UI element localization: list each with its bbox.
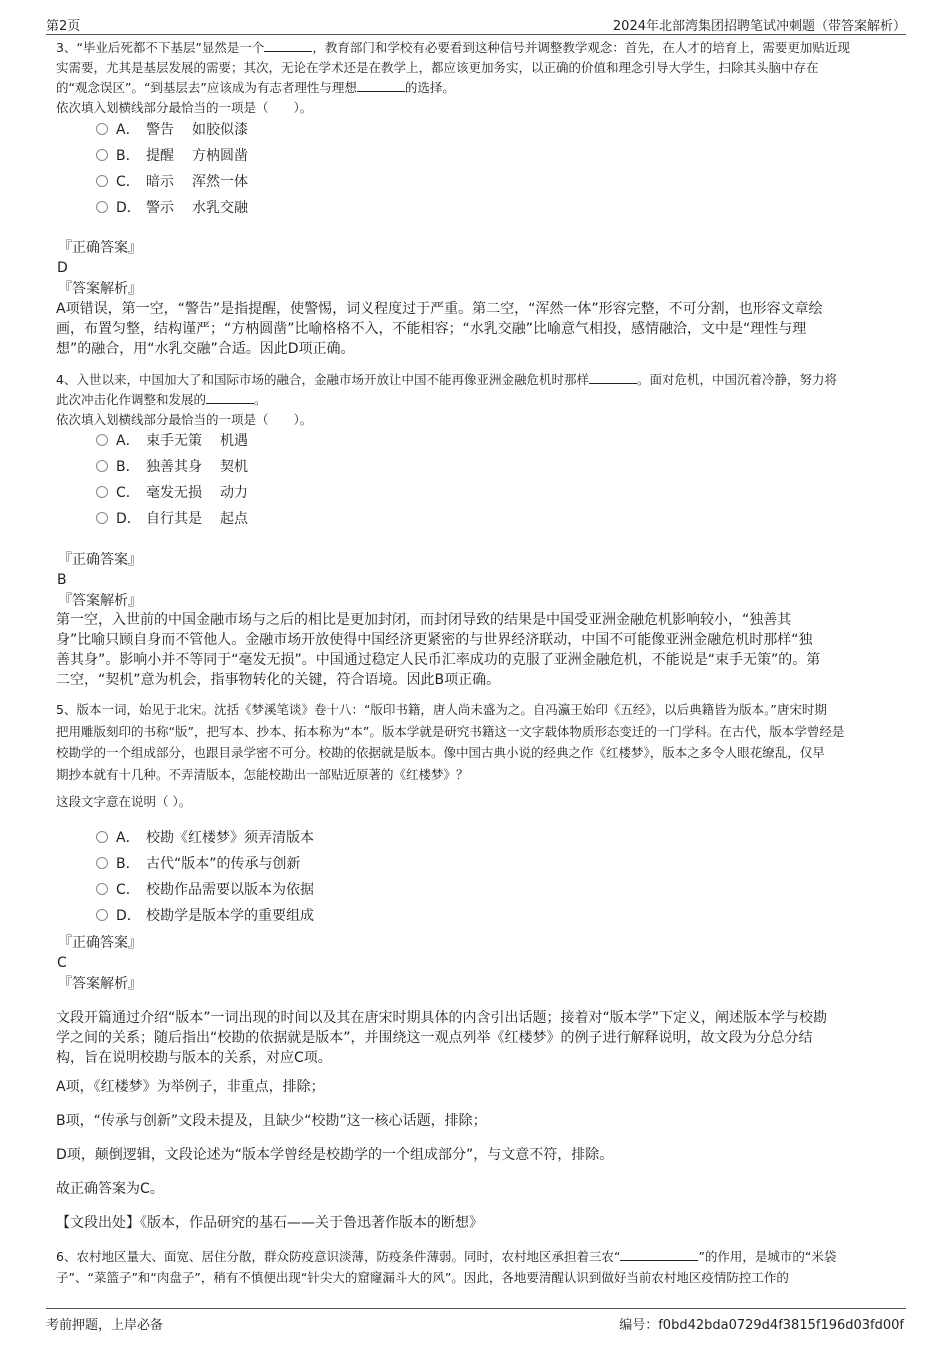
- correct-answer-label: 『正确答案』: [58, 240, 142, 256]
- q3-answer: D: [57, 260, 68, 276]
- analysis-label: 『答案解析』: [58, 281, 142, 297]
- radio-button[interactable]: [96, 512, 108, 524]
- q5-option-c[interactable]: C． 校勘作品需要以版本为依据: [96, 879, 314, 901]
- stem-line: 的“观念误区”。“到基层去”应该成为有志者理性与理想 的选择。: [56, 80, 455, 95]
- blank-line: [620, 1248, 698, 1261]
- blank-line: [206, 391, 254, 404]
- fill-prompt: 依次填入划横线部分最恰当的一项是（ ）。: [56, 100, 313, 115]
- blank-line: [264, 39, 312, 52]
- radio-button[interactable]: [96, 175, 108, 187]
- footer-slogan: 考前押题，上岸必备: [46, 1318, 164, 1333]
- radio-button[interactable]: [96, 883, 108, 895]
- q5-option-b[interactable]: B． 古代“版本”的传承与创新: [96, 853, 301, 875]
- radio-button[interactable]: [96, 486, 108, 498]
- radio-button[interactable]: [96, 123, 108, 135]
- page-number: 第2页: [46, 19, 81, 34]
- q5-answer: C: [57, 955, 67, 971]
- q5-analysis: 文段开篇通过介绍“版本”一词出现的时间以及其在唐宋时期具体的内含引出话题；接着对“版本学”下定义，阐述版本学与校勘 学之间的关系；随后指出“校勘的依据就是版本”，并围绕这一观点列举《红楼梦》的例子进行解释说明，故文段为分总分结 构，旨在说明校勘与版本的关系，对应C项。: [56, 1010, 828, 1066]
- q5-option-d[interactable]: D． 校勘学是版本学的重要组成: [96, 905, 314, 927]
- q4-option-c[interactable]: C． 毫发无损 动力: [96, 482, 248, 504]
- analysis-label: 『答案解析』: [58, 593, 142, 609]
- q5-note-d: D项，颠倒逻辑，文段论述为“版本学曾经是校勘学的一个组成部分”，与文意不符，排除。: [56, 1147, 614, 1163]
- q3-option-a[interactable]: A． 警告 如胶似漆: [96, 119, 248, 141]
- analysis-label: 『答案解析』: [58, 976, 142, 992]
- q4-option-d[interactable]: D． 自行其是 起点: [96, 508, 248, 530]
- stem-line: 实需要，尤其是基层发展的需要；其次，无论在学术还是在教学上，都应该更加务实，以正确的价值和理念引导大学生，扫除其头脑中存在: [56, 60, 819, 75]
- q5-prompt: 这段文字意在说明（ ）。: [56, 794, 192, 809]
- q4-answer: B: [57, 572, 67, 588]
- radio-button[interactable]: [96, 201, 108, 213]
- document-title: 2024年北部湾集团招聘笔试冲刺题（带答案解析）: [612, 19, 906, 34]
- radio-button[interactable]: [96, 434, 108, 446]
- correct-answer-label: 『正确答案』: [58, 935, 142, 951]
- q3-option-b[interactable]: B． 提醒 方枘圆凿: [96, 145, 248, 167]
- blank-line: [357, 79, 405, 92]
- radio-button[interactable]: [96, 460, 108, 472]
- fill-prompt: 依次填入划横线部分最恰当的一项是（ ）。: [56, 412, 313, 427]
- correct-answer-label: 『正确答案』: [58, 552, 142, 568]
- question-3-stem: [56, 38, 896, 118]
- radio-button[interactable]: [96, 831, 108, 843]
- q3-analysis: A项错误，第一空，“警告”是指提醒，使警惕，词义程度过于严重。第二空，“浑然一体”形容完整，不可分割，也形容文章绘 画，布置匀整，结构谨严；“方枘圆凿”比喻格格不入，不能相容；“水乳交融”比喻意气相投，感情融洽，文中是“理性与理 想”的融合，用“水乳交融”合适。因此D项正确。: [56, 301, 823, 357]
- q5-source: 【文段出处】《版本，作品研究的基石——关于鲁迅著作版本的断想》: [56, 1215, 483, 1231]
- q5-note-a: A项，《红楼梦》为举例子，非重点，排除；: [56, 1079, 325, 1095]
- footer-divider: [46, 1308, 906, 1309]
- stem-line: 3、“毕业后死都不下基层”显然是一个 ，教育部门和学校有必要看到这种信号并调整教学观念：首先，在人才的培育上，需要更加贴近现: [56, 40, 850, 55]
- footer-serial: 编号：f0bd42bda0729d4f3815f196d03fd00f: [619, 1318, 904, 1333]
- question-5-stem: 5、版本一词，始见于北宋。沈括《梦溪笔谈》卷十八：“版印书籍，唐人尚未盛为之。自冯瀛王始印《五经》，以后典籍皆为版本。”唐宋时期 把用雕版刻印的书称“版”，把写本、抄本、拓本称为“本”。版本学就是研究书籍这一文字载体物质形态变迁的一门学科。在古代，版本学曾经是 校勘学的一个组成部分，也跟目录学密不可分。校勘的依据就是版本。像中国古典小说的经典之作《红楼梦》，版本之多令人眼花缭乱，仅早 期抄本就有十几种。不弄清版本，怎能校勘出一部贴近原著的《红楼梦》？: [56, 702, 845, 782]
- radio-button[interactable]: [96, 909, 108, 921]
- question-4-stem: 4、入世以来，中国加大了和国际市场的融合，金融市场开放让中国不能再像亚洲金融危机时那样 。面对危机，中国沉着冷静，努力将 此次冲击化作调整和发展的 。 依次填入划横线部分最恰当的一项是（ ）。: [56, 370, 896, 430]
- q5-option-a[interactable]: A． 校勘《红楼梦》须弄清版本: [96, 827, 314, 849]
- q4-option-b[interactable]: B． 独善其身 契机: [96, 456, 248, 478]
- radio-button[interactable]: [96, 857, 108, 869]
- q3-option-c[interactable]: C． 暗示 浑然一体: [96, 171, 248, 193]
- question-6-stem: 6、农村地区量大、面宽、居住分散，群众防疫意识淡薄，防疫条件薄弱。同时，农村地区承担着三农“ ”的作用，是城市的“米袋 子”、“菜篮子”和“肉盘子”，稍有不慎便出现“针尖大的窟窿漏斗大的风”。因此，各地要清醒认识到做好当前农村地区疫情防控工作的: [56, 1249, 837, 1285]
- q3-option-d[interactable]: D． 警示 水乳交融: [96, 197, 248, 219]
- q4-option-a[interactable]: A． 束手无策 机遇: [96, 430, 248, 452]
- radio-button[interactable]: [96, 149, 108, 161]
- q5-note-b: B项，“传承与创新”文段未提及，且缺少“校勘”这一核心话题，排除；: [56, 1113, 487, 1129]
- q4-analysis: 第一空，入世前的中国金融市场与之后的相比是更加封闭，而封闭导致的结果是中国受亚洲金融危机影响较小，“独善其 身”比喻只顾自身而不管他人。金融市场开放使得中国经济更紧密的与世界经济联动，中国不可能像亚洲金融危机时那样“独 善其身”。影响小并不等同于“毫发无损”。中国通过稳定人民币汇率成功的克服了亚洲金融危机，不能说是“束手无策”的。第 二空，“契机”意为机会，指事物转化的关键，符合语境。因此B项正确。: [56, 612, 821, 688]
- q5-conclusion: 故正确答案为C。: [56, 1181, 164, 1197]
- blank-line: [589, 371, 637, 384]
